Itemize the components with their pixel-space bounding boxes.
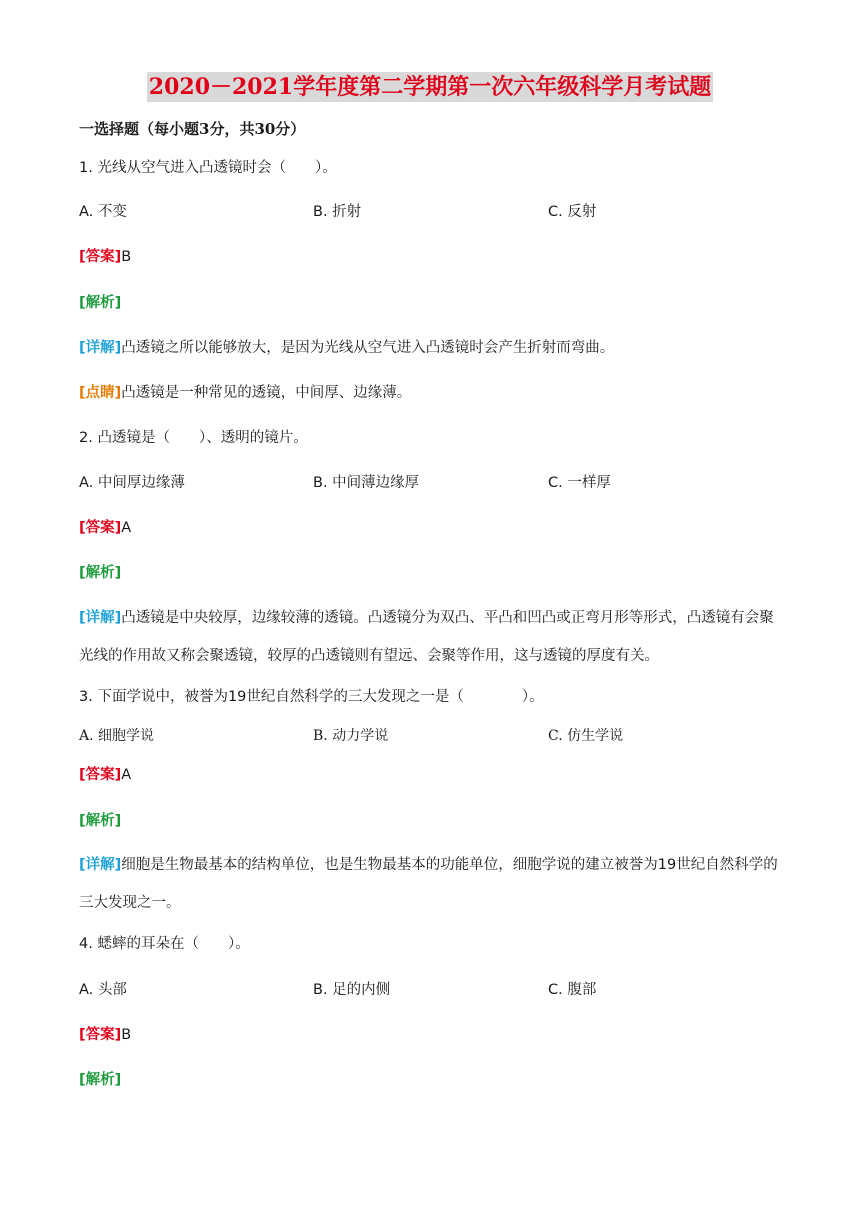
question-3-answer bbox=[79, 764, 131, 786]
answer-label: [答案] bbox=[79, 520, 122, 536]
section-heading: 一选择题（每小题3分，共30分） bbox=[79, 120, 306, 138]
question-4-answer bbox=[79, 1024, 131, 1046]
question-3-option-c: C. 仿生学说 bbox=[548, 728, 624, 744]
page-title: 2020－2021学年度第二学期第一次六年级科学月考试题 bbox=[148, 74, 712, 100]
analysis-label: [解析] bbox=[79, 1072, 122, 1088]
question-1-stem: 1. 光线从空气进入凸透镜时会（ ）。 bbox=[79, 160, 337, 176]
question-3-option-a: A. 细胞学说 bbox=[79, 728, 155, 744]
answer-label: [答案] bbox=[79, 249, 122, 265]
question-2-detail bbox=[79, 599, 785, 675]
question-4-option-a: A. 头部 bbox=[79, 982, 127, 998]
question-2-option-b: B. 中间薄边缘厚 bbox=[313, 475, 420, 491]
tip-label: [点睛] bbox=[79, 385, 122, 401]
question-1-tip bbox=[79, 382, 411, 404]
answer-value: B bbox=[121, 249, 132, 265]
title-container bbox=[0, 72, 860, 102]
detail-text: 凸透镜之所以能够放大，是因为光线从空气进入凸透镜时会产生折射而弯曲。 bbox=[121, 340, 615, 356]
analysis-label: [解析] bbox=[79, 565, 122, 581]
question-2-option-a: A. 中间厚边缘薄 bbox=[79, 475, 185, 491]
question-3-analysis bbox=[79, 810, 121, 832]
detail-label: [详解] bbox=[79, 340, 122, 356]
question-1-option-c: C. 反射 bbox=[548, 204, 597, 220]
detail-label: [详解] bbox=[79, 857, 122, 873]
question-2-answer bbox=[79, 517, 131, 539]
question-4-option-c: C. 腹部 bbox=[548, 982, 597, 998]
question-2-option-c: C. 一样厚 bbox=[548, 475, 611, 491]
answer-label: [答案] bbox=[79, 1027, 122, 1043]
question-3-stem: 3. 下面学说中，被誉为19世纪自然科学的三大发现之一是（ ）。 bbox=[79, 689, 544, 705]
answer-value: A bbox=[121, 767, 132, 783]
question-3-option-b: B. 动力学说 bbox=[313, 728, 389, 744]
question-1-analysis bbox=[79, 292, 121, 314]
question-2-analysis bbox=[79, 562, 121, 584]
analysis-label: [解析] bbox=[79, 295, 122, 311]
answer-label: [答案] bbox=[79, 767, 122, 783]
question-1-detail bbox=[79, 337, 614, 359]
question-3-detail bbox=[79, 846, 785, 922]
detail-text: 凸透镜是中央较厚，边缘较薄的透镜。凸透镜分为双凸、平凸和凹凸或正弯月形等形式，凸透镜有会聚光线的作用故又称会聚透镜，较厚的凸透镜则有望远、会聚等作用，这与透镜的厚度有关。 bbox=[79, 610, 774, 664]
analysis-label: [解析] bbox=[79, 813, 122, 829]
question-1-option-a: A. 不变 bbox=[79, 204, 127, 220]
tip-text: 凸透镜是一种常见的透镜，中间厚、边缘薄。 bbox=[121, 385, 412, 401]
detail-label: [详解] bbox=[79, 610, 122, 626]
question-4-option-b: B. 足的内侧 bbox=[313, 982, 391, 998]
question-4-stem: 4. 蟋蟀的耳朵在（ ）。 bbox=[79, 936, 250, 952]
answer-value: B bbox=[121, 1027, 132, 1043]
detail-text: 细胞是生物最基本的结构单位，也是生物最基本的功能单位，细胞学说的建立被誉为19世纪自然科学的三大发现之一。 bbox=[79, 857, 778, 911]
question-1-option-b: B. 折射 bbox=[313, 204, 362, 220]
question-1-answer bbox=[79, 246, 131, 268]
question-4-analysis bbox=[79, 1069, 121, 1091]
answer-value: A bbox=[121, 520, 132, 536]
question-2-stem: 2. 凸透镜是（ ）、透明的镜片。 bbox=[79, 430, 308, 446]
